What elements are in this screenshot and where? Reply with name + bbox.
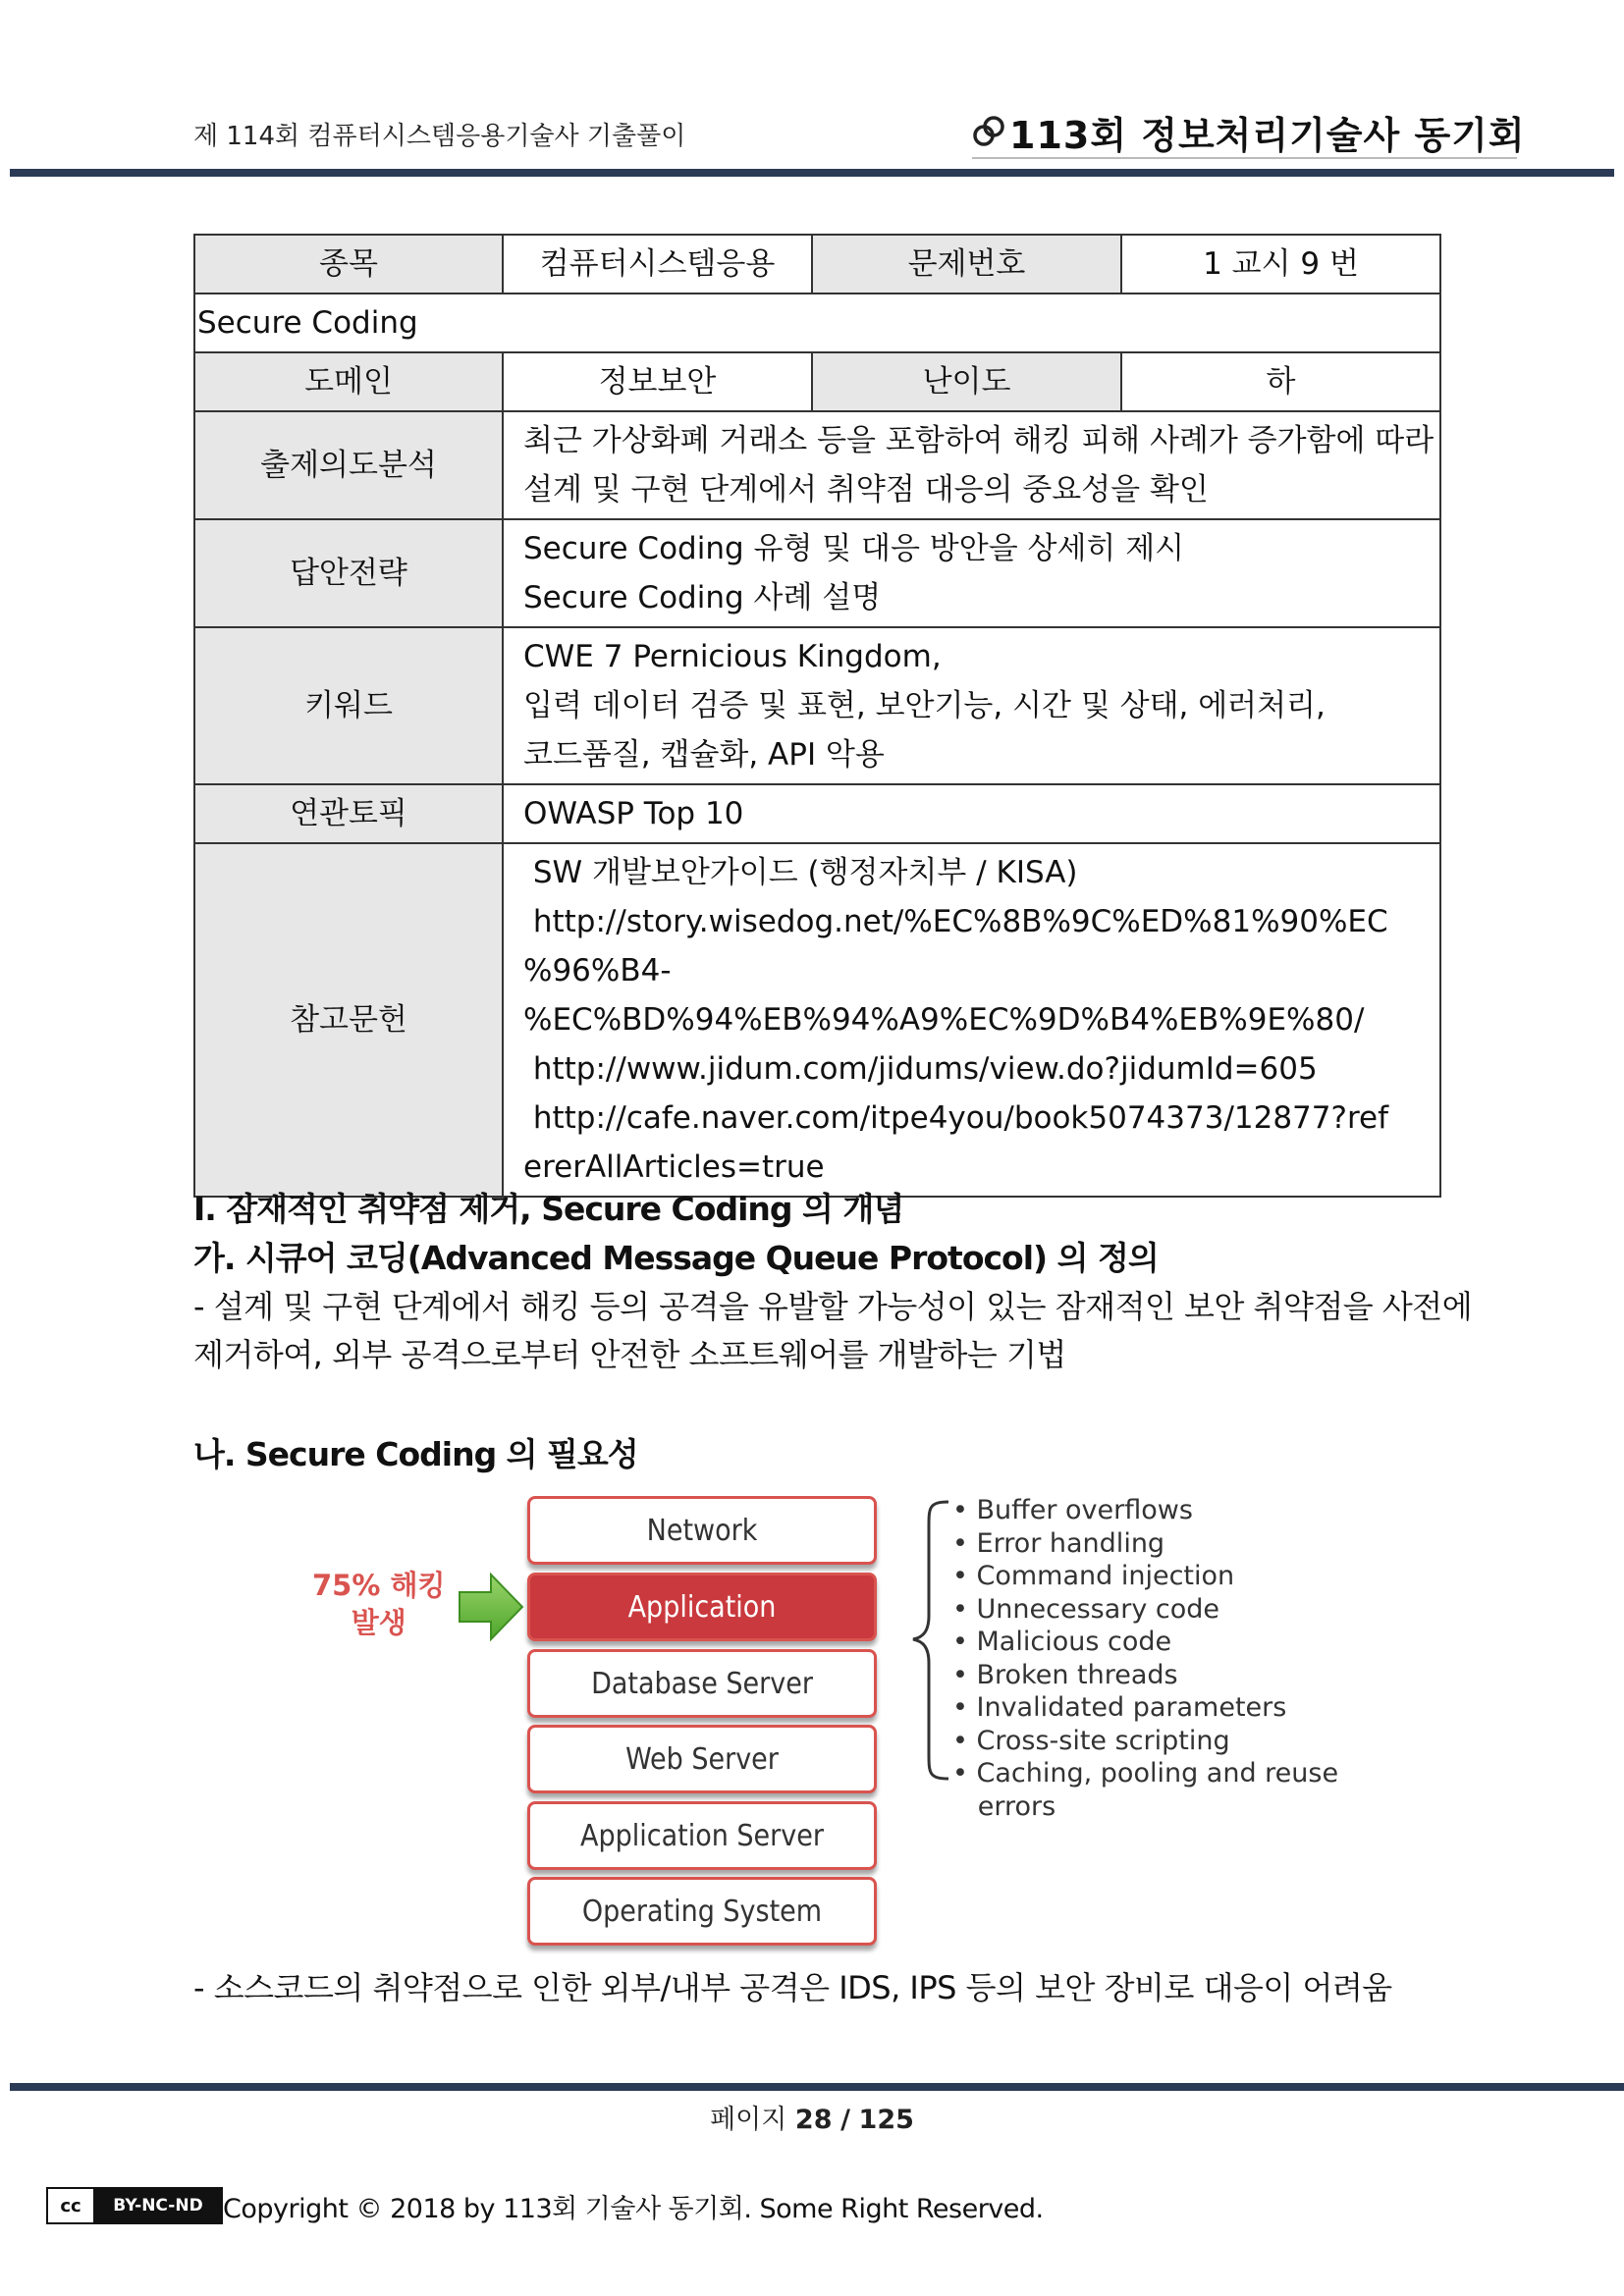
page-total: 125 (858, 2105, 914, 2135)
list-item: errors (952, 1790, 1056, 1822)
label-related: 연관토픽 (194, 784, 503, 843)
value-domain: 정보보안 (503, 352, 812, 411)
definition-text: - 설계 및 구현 단계에서 해킹 등의 공격을 유발할 가능성이 있는 잠재적인 보안 취약점을 사전에 (193, 1288, 1473, 1325)
logo-text: 113회 정보처리기술사 동기회 (1009, 113, 1526, 157)
cc-icon: cc (48, 2189, 95, 2222)
vulnerability-list (952, 1494, 1338, 1823)
layer-web-server: Web Server (527, 1725, 877, 1793)
cc-license-badge (46, 2187, 223, 2224)
table-row (194, 843, 1440, 1197)
header-logo (972, 106, 1526, 157)
chain-link-icon (972, 115, 1005, 148)
table-row (194, 519, 1440, 627)
table-row (194, 235, 1440, 294)
layer-database-server: Database Server (527, 1649, 877, 1718)
license-label: BY-NC-ND (95, 2189, 221, 2222)
table-row (194, 784, 1440, 843)
page-indicator: 페이지 28 / 125 (710, 2105, 914, 2135)
intent-line: 설계 및 구현 단계에서 취약점 대응의 중요성을 확인 (523, 472, 1209, 507)
intent-line: 최근 가상화폐 거래소 등을 포함하여 해킹 피해 사례가 증가함에 따라 (523, 423, 1435, 458)
list-item: • Error handling (952, 1527, 1165, 1559)
label-domain: 도메인 (194, 352, 503, 411)
list-item: • Cross-site scripting (952, 1725, 1230, 1756)
list-item: • Buffer overflows (952, 1495, 1193, 1525)
value-subject: 컴퓨터시스템응용 (503, 235, 812, 294)
page-current: 28 (794, 2105, 833, 2135)
note-text: - 소스코드의 취약점으로 인한 외부/내부 공격은 IDS, IPS 등의 보안 장비로 대응이 어려움 (193, 1969, 1392, 2006)
hack-rate-label: 75% 해킹 발생 (312, 1569, 446, 1639)
label-references: 참고문헌 (194, 843, 503, 1197)
question-info-table (193, 234, 1441, 1198)
keywords-line: 입력 데이터 검증 및 표현, 보안기능, 시간 및 상태, 에러처리, (523, 688, 1326, 723)
table-row (194, 627, 1440, 784)
section-heading: I. 잠재적인 취약점 제거, Secure Coding 의 개념 (193, 1190, 904, 1228)
value-difficulty: 하 (1121, 352, 1440, 411)
strategy-line: Secure Coding 사례 설명 (523, 580, 882, 615)
brace-icon (909, 1498, 952, 1783)
reference-link[interactable]: http://www.jidum.com/jidums/view.do?jidumId=605 (523, 1051, 1318, 1087)
label-strategy: 답안전략 (194, 519, 503, 627)
copyright-text: Copyright © 2018 by 113회 기술사 동기회. Some Right Reserved. (223, 2194, 1044, 2224)
value-strategy (503, 519, 1440, 627)
topic-title: Secure Coding (194, 294, 1440, 352)
header-document-title: 제 114회 컴퓨터시스템응용기술사 기출풀이 (193, 122, 686, 151)
arrow-right-icon (458, 1573, 524, 1641)
reference-link[interactable]: ererAllArticles=true (523, 1149, 825, 1185)
table-row (194, 411, 1440, 519)
list-item: • Malicious code (952, 1627, 1172, 1657)
subsection-heading: 가. 시큐어 코딩(Advanced Message Queue Protocol) 의 정의 (193, 1239, 1159, 1277)
layer-application-server: Application Server (527, 1801, 877, 1870)
label-difficulty: 난이도 (812, 352, 1121, 411)
layer-application: Application (527, 1573, 877, 1641)
label-keywords: 키워드 (194, 627, 503, 784)
table-row (194, 352, 1440, 411)
header-logo-underline (972, 157, 1517, 159)
definition-text: 제거하여, 외부 공격으로부터 안전한 소프트웨어를 개발하는 기법 (193, 1336, 1066, 1373)
value-keywords (503, 627, 1440, 784)
layer-network: Network (527, 1496, 877, 1565)
reference-link[interactable]: %96%B4- (523, 953, 672, 988)
label-question-no: 문제번호 (812, 235, 1121, 294)
footer-divider (10, 2083, 1624, 2091)
layer-operating-system: Operating System (527, 1877, 877, 1946)
value-related: OWASP Top 10 (503, 784, 1440, 843)
keywords-line: 코드품질, 캡슐화, API 악용 (523, 737, 885, 773)
subsection-heading: 나. Secure Coding 의 필요성 (193, 1435, 638, 1473)
reference-line: SW 개발보안가이드 (행정자치부 / KISA) (523, 855, 1078, 890)
label-subject: 종목 (194, 235, 503, 294)
list-item: • Broken threads (952, 1659, 1178, 1690)
list-item: • Command injection (952, 1561, 1235, 1591)
list-item: • Invalidated parameters (952, 1692, 1287, 1723)
reference-link[interactable]: http://cafe.naver.com/itpe4you/book5074373/12877?ref (523, 1100, 1389, 1136)
reference-link[interactable]: http://story.wisedog.net/%EC%8B%9C%ED%81%90%EC (523, 904, 1388, 939)
strategy-line: Secure Coding 유형 및 대응 방안을 상세히 제시 (523, 531, 1185, 566)
label-intent: 출제의도분석 (194, 411, 503, 519)
list-item: • Caching, pooling and reuse (952, 1758, 1339, 1789)
header-divider (10, 169, 1614, 177)
keywords-line: CWE 7 Pernicious Kingdom, (523, 639, 942, 674)
table-row (194, 294, 1440, 352)
value-question-no: 1 교시 9 번 (1121, 235, 1440, 294)
reference-link[interactable]: %EC%BD%94%EB%94%A9%EC%9D%B4%EB%9E%80/ (523, 1002, 1365, 1038)
list-item: • Unnecessary code (952, 1593, 1220, 1625)
value-references (503, 843, 1440, 1197)
value-intent (503, 411, 1440, 519)
